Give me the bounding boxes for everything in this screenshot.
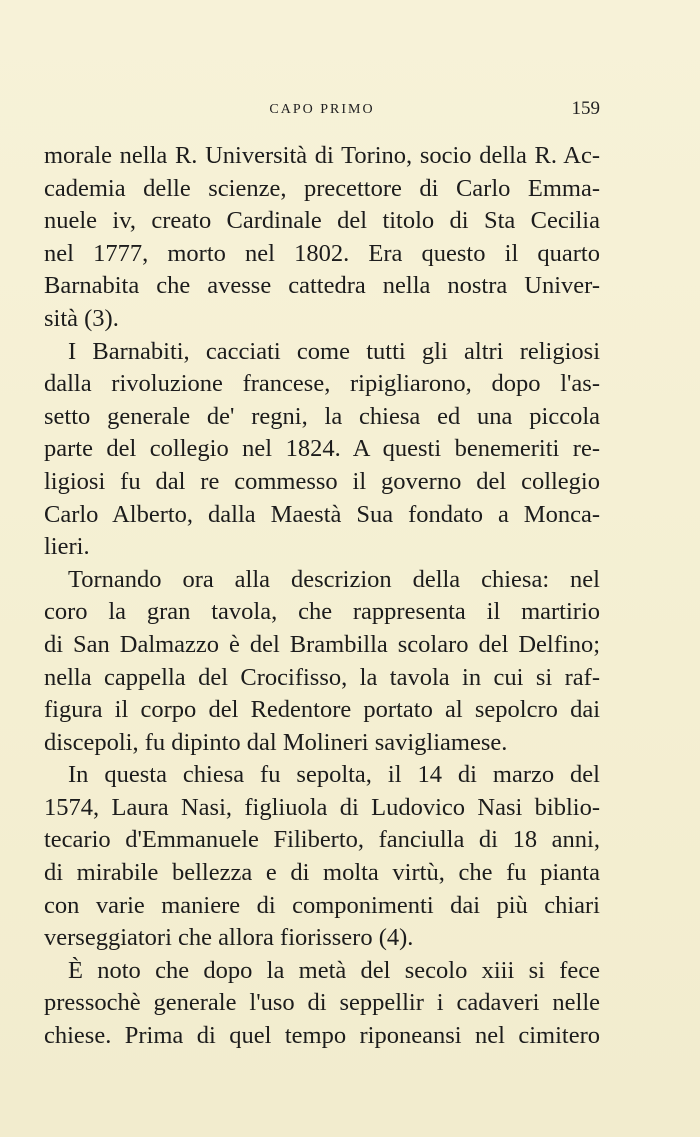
text-line: nuele iv, creato Cardinale del titolo di Sta Cecilia (44, 207, 600, 235)
paragraph (44, 955, 600, 1053)
text-line: nella cappella del Crocifisso, la tavola in cui si raf- (44, 663, 600, 691)
page-header (44, 96, 600, 124)
text-line: cademia delle scienze, precettore di Carlo Emma- (44, 174, 600, 202)
text-line: con varie maniere di componimenti dai più chiari (44, 891, 600, 919)
text-line: 1574, Laura Nasi, figliuola di Ludovico Nasi biblio- (44, 793, 600, 821)
text-line: figura il corpo del Redentore portato al sepolcro dai (44, 696, 600, 724)
text-line: ligiosi fu dal re commesso il governo del collegio (44, 467, 600, 495)
running-title: CAPO PRIMO (269, 102, 375, 117)
text-line: Tornando ora alla descrizion della chiesa: nel (68, 565, 600, 593)
text-line: tecario d'Emmanuele Filiberto, fanciulla di 18 anni, (44, 826, 600, 854)
paragraph (44, 759, 600, 955)
text-line: coro la gran tavola, che rappresenta il martirio (44, 598, 600, 626)
text-line: I Barnabiti, cacciati come tutti gli altri religiosi (68, 337, 600, 365)
text-line: morale nella R. Università di Torino, socio della R. Ac- (44, 142, 600, 169)
text-line: pressochè generale l'uso di seppellir i cadaveri nelle (44, 989, 600, 1017)
page-number: 159 (571, 98, 600, 119)
text-line: parte del collegio nel 1824. A questi benemeriti re- (44, 435, 600, 463)
body-text (44, 140, 600, 1053)
text-line: nel 1777, morto nel 1802. Era questo il quarto (44, 239, 600, 267)
text-line: chiese. Prima di quel tempo riponeansi nel cimitero (44, 1022, 600, 1050)
paragraph (44, 336, 600, 564)
text-line: sità (3). (44, 304, 119, 332)
text-line: Barnabita che avesse cattedra nella nostra Univer- (44, 272, 600, 300)
text-line: setto generale de' regni, la chiesa ed una piccola (44, 402, 600, 430)
paragraph (44, 140, 600, 336)
text-line: dalla rivoluzione francese, ripigliarono, dopo l'as- (44, 370, 600, 398)
text-line: di San Dalmazzo è del Brambilla scolaro del Delfino; (44, 630, 600, 658)
text-line: discepoli, fu dipinto dal Molineri savigliamese. (44, 728, 508, 756)
text-line: In questa chiesa fu sepolta, il 14 di marzo del (68, 761, 600, 789)
paragraph (44, 564, 600, 760)
text-line: lieri. (44, 533, 90, 561)
text-line: di mirabile bellezza e di molta virtù, che fu pianta (44, 859, 600, 887)
text-line: Carlo Alberto, dalla Maestà Sua fondato a Monca- (44, 500, 600, 528)
text-line: verseggiatori che allora fiorissero (4). (44, 924, 414, 952)
text-line: È noto che dopo la metà del secolo xiii si fece (68, 956, 600, 984)
